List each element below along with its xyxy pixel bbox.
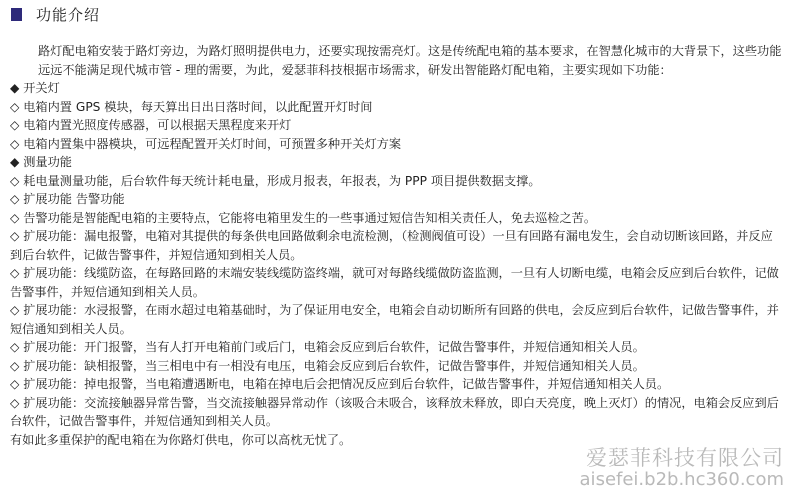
list-item: ◇ 扩展功能：掉电报警，当电箱遭遇断电，电箱在掉电后会把情况反应到后台软件，记做告警事件，并短信通知相关人员。 <box>10 377 670 391</box>
list-item: ◇ 扩展功能：漏电报警，电箱对其提供的每条供电回路做剩余电流检测，（检测阀值可设）一旦有回路有漏电发生，会自动切断该回路，并反应到后台软件，记做告警事件，并短信通知到相关人员。 <box>10 229 773 262</box>
watermark-url: aisefei.b2b.hc360.com <box>579 469 784 490</box>
list-item: ◇ 耗电量测量功能，后台软件每天统计耗电量，形成月报表，年报表，为 PPP 项目提供数据支撑。 <box>10 173 541 188</box>
intro-paragraph: 路灯配电箱安装于路灯旁边，为路灯照明提供电力，还要实现按需亮灯。这是传统配电箱的基本要求，在智慧化城市的大背景下，这些功能远远不能满足现代城市管 - 理的需要，为此，爱瑟菲科技根据市场需求，研发出智能路灯配电箱，主要实现如下功能： <box>38 44 782 77</box>
section-marker-square <box>11 8 22 21</box>
list-item: ◇ 扩展功能 告警功能 <box>10 192 125 206</box>
list-item: ◇ 扩展功能：开门报警，当有人打开电箱前门或后门，电箱会反应到后台软件，记做告警事件，并短信通知相关人员。 <box>10 340 645 354</box>
list-item: ◇ 扩展功能：线缆防盗，在每路回路的末端安装线缆防盗终端，就可对每路线缆做防盗监测，一旦有人切断电缆，电箱会反应到后台软件，记做告警事件，并短信通知到相关人员。 <box>10 266 779 299</box>
watermark <box>580 446 784 490</box>
section-heading-measure: ◆ 测量功能 <box>10 155 72 169</box>
list-item: ◇ 电箱内置 GPS 模块，每天算出日出日落时间，以此配置开灯时间 <box>10 99 373 114</box>
list-item: ◇ 电箱内置光照度传感器，可以根据天黑程度来开灯 <box>10 118 292 132</box>
section-heading-switch: ◆ 开关灯 <box>10 81 60 95</box>
section-title: 功能介绍 <box>36 5 101 24</box>
list-item: ◇ 扩展功能：水浸报警，在雨水超过电箱基础时，为了保证用电安全，电箱会自动切断所有回路的供电，会反应到后台软件，记做告警事件，并短信通知到相关人员。 <box>10 303 779 336</box>
watermark-company: 爱瑟菲科技有限公司 <box>586 446 784 470</box>
list-item: ◇ 扩展功能：缺相报警，当三相电中有一相没有电压，电箱会反应到后台软件，记做告警事件，并短信通知相关人员。 <box>10 358 645 373</box>
list-item: ◇ 扩展功能：交流接触器异常告警，当交流接触器异常动作（该吸合未吸合，该释放未释放，即白天亮度，晚上灭灯）的情况，电箱会反应到后台软件，记做告警事件，并短信通知到相关人员。 <box>10 395 779 428</box>
list-item: ◇ 电箱内置集中器模块，可远程配置开关灯时间，可预置多种开关灯方案 <box>10 136 402 151</box>
section-header <box>11 4 100 24</box>
article-body <box>10 42 782 449</box>
closing-paragraph: 有如此多重保护的配电箱在为你路灯供电，你可以高枕无忧了。 <box>10 432 352 447</box>
list-item: ◇ 告警功能是智能配电箱的主要特点，它能将电箱里发生的一些事通过短信告知相关责任人，免去巡检之苦。 <box>10 210 597 225</box>
